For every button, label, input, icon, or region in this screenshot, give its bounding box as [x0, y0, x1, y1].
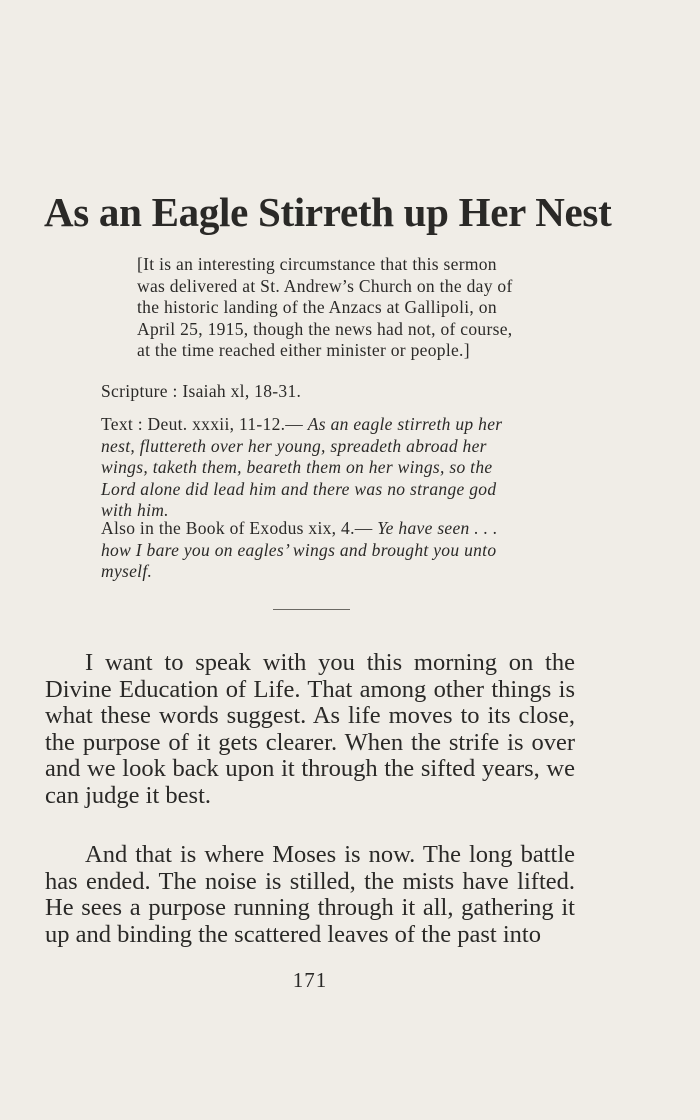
- text-quote: As an eagle stirreth up her nest, fluttereth over her young, spreadeth abroad her wings, taketh them, beareth them on her wings, so the Lord alone did lead him and there was no strange god with him.: [101, 414, 503, 520]
- text-reference-label: Text : Deut. xxxii, 11-12.—: [101, 414, 304, 434]
- historical-note: [101, 254, 521, 362]
- body-paragraph-2: And that is where Moses is now. The long battle has ended. The noise is stilled, the mists have lifted. He sees a purpose running through it all, gathering it up and binding the scattered leaves of the past into: [45, 841, 575, 948]
- also-reference: [101, 518, 521, 583]
- section-divider: [273, 609, 350, 610]
- text-reference: [101, 414, 521, 522]
- sermon-title: As an Eagle Stirreth up Her Nest: [44, 189, 612, 235]
- also-reference-label: Also in the Book of Exodus xix, 4.—: [101, 518, 373, 538]
- page-number: 171: [292, 968, 328, 992]
- body-paragraph-1: I want to speak with you this morning on the Divine Education of Life. That among other things is what these words suggest. As life moves to its close, the purpose of it gets clearer. When the strife is over and we look back upon it through the sifted years, we can judge it best.: [45, 649, 575, 809]
- historical-note-text: [It is an interesting circumstance that this sermon was delivered at St. Andrew’s Church on the day of the historic landing of the Anzacs at Gallipoli, on April 25, 1915, though the news had not, of course, at the time reached either minister or people.]: [137, 254, 513, 360]
- scripture-reference: Scripture : Isaiah xl, 18-31.: [101, 381, 302, 401]
- also-quote: Ye have seen . . . how I bare you on eagles’ wings and brought you unto myself.: [101, 518, 498, 581]
